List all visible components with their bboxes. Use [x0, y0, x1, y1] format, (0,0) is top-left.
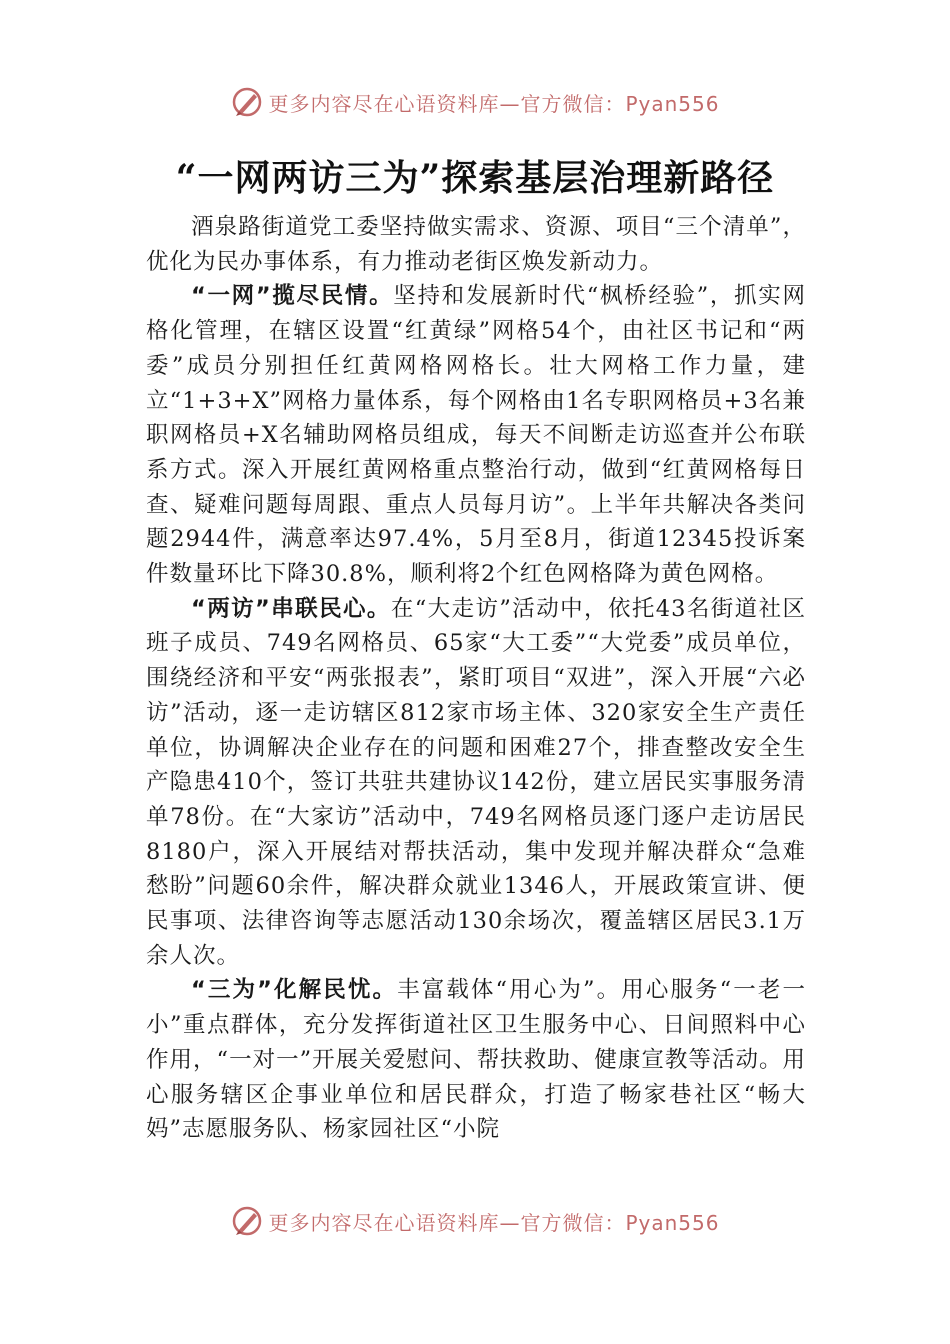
section-body: 在“大走访”活动中，依托43名街道社区班子成员、749名网格员、65家“大工委”“大党委”成员单位，围绕经济和平安“两张报表”，紧盯项目“双进”，深入开展“六必访”活动，逐一走访辖区812家市场主体、320家安全生产责任单位，协调解决企业存在的问题和困难27个，排查整改安全生产隐患410个，签订共驻共建协议142份，建立居民实事服务清单78份。在“大家访”活动中，749名网格员逐门逐户走访居民8180户，深入开展结对帮扶活动，集中发现并解决群众“急难愁盼”问题60余件，解决群众就业1346人，开展政策宣讲、便民事项、法律咨询等志愿活动130余场次，覆盖辖区居民3.1万余人次。	[146, 595, 806, 969]
watermark-text: 更多内容尽在心语资料库—官方微信：Pyan556	[268, 1210, 720, 1235]
section-lead: “三为”化解民忧。	[191, 977, 398, 1004]
watermark-text: 更多内容尽在心语资料库—官方微信：Pyan556	[268, 91, 720, 116]
watermark-header	[0, 82, 950, 122]
section-body: 丰富载体“用心为”。用心服务“一老一小”重点群体，充分发挥街道社区卫生服务中心、日间照料中心作用，“一对一”开展关爱慰问、帮扶救助、健康宣教等活动。用心服务辖区企事业单位和居民群众，打造了畅家巷社区“畅大妈”志愿服务队、杨家园社区“小院	[146, 977, 806, 1143]
section-paragraph	[146, 973, 806, 1147]
intro-paragraph: 酒泉路街道党工委坚持做实需求、资源、项目“三个清单”，优化为民办事体系，有力推动老街区焕发新动力。	[146, 214, 806, 275]
pen-logo-icon	[230, 1206, 264, 1236]
section-lead: “一网”揽尽民情。	[191, 283, 394, 310]
watermark-footer	[0, 1206, 950, 1236]
section-paragraph	[146, 592, 806, 974]
section-paragraph	[146, 279, 806, 591]
article-body	[146, 210, 806, 1210]
pen-logo-icon	[230, 85, 264, 119]
page-title: “一网两访三为”探索基层治理新路径	[175, 157, 775, 199]
section-body: 坚持和发展新时代“枫桥经验”，抓实网格化管理，在辖区设置“红黄绿”网格54个，由社区书记和“两委”成员分别担任红黄网格网格长。壮大网格工作力量，建立“1+3+X”网格力量体系，每个网格由1名专职网格员+3名兼职网格员+X名辅助网格员组成，每天不间断走访巡查并公布联系方式。深入开展红黄网格重点整治行动，做到“红黄网格每日查、疑难问题每周跟、重点人员每月访”。上半年共解决各类问题2944件，满意率达97.4%，5月至8月，街道12345投诉案件数量环比下降30.8%，顺利将2个红色网格降为黄色网格。	[146, 283, 806, 588]
section-lead: “两访”串联民心。	[191, 595, 391, 622]
